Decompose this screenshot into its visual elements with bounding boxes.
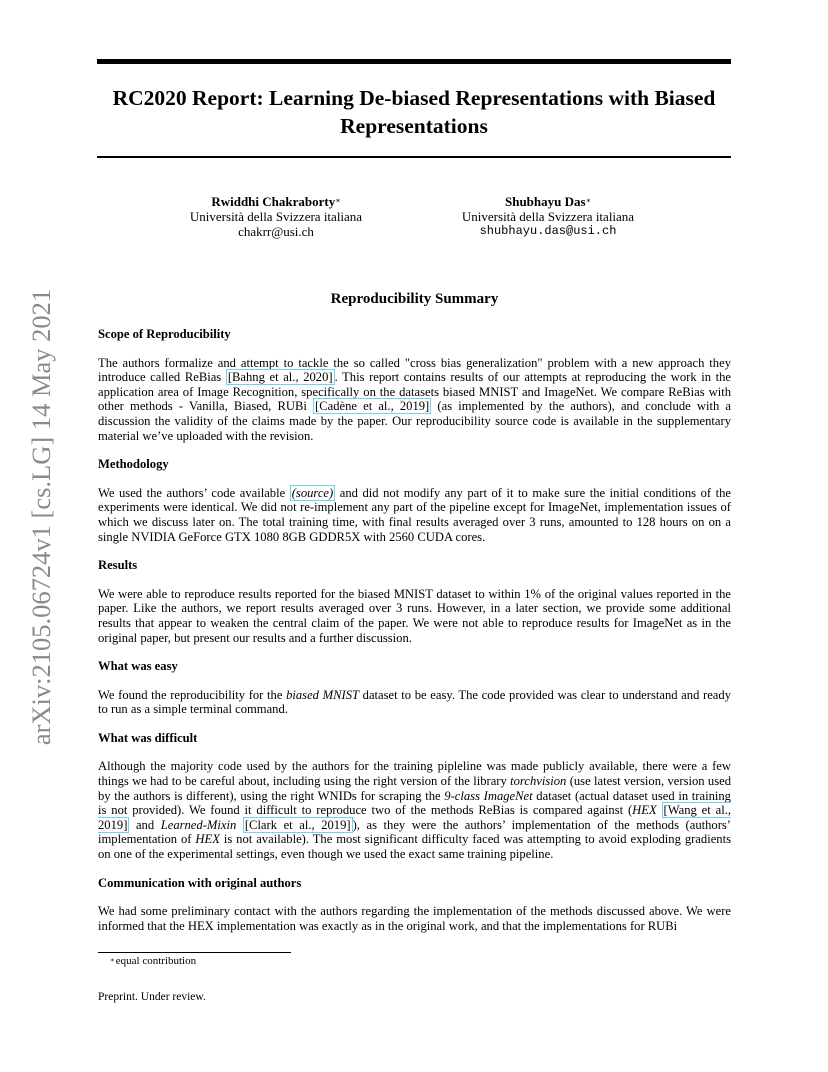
author-affiliation: Università della Svizzera italiana [189,209,363,224]
paragraph-text: We used the authors’ code available [98,485,290,500]
paragraph-text: We were able to reproduce results reported for the biased MNIST dataset to within 1% of the original values reported in the paper. Like the authors, we report results averaged over 3 runs. However, in a later section, we provide some additional results that appear to weaken the central claim of the paper. We were not able to reproduce results for ImageNet as in the original paper, but present our results and a further discussion. [98,586,731,645]
author-affiliation: Università della Svizzera italiana [461,209,635,224]
paragraph-text: is not available). The most significant difficulty faced was attempting to avoid exploding gradients on one of the experimental settings, even though we used the exact same training pipeline. [98,832,731,862]
paragraph-text: and did not modify any part of it to make sure the initial conditions of the experiments were identical. We did not re-implement any part of the pipeline except for ImageNet, implementation issues of which we discuss later on. The total training time, with final results averaged over 3 runs, amounted to 128 hours on on a single NVIDIA GeForce GTX 1080 8GB GDDR5X with 2560 CUDA cores. [98,485,731,544]
emphasis-text: Learned-Mixin [160,817,237,832]
emphasis-text: HEX [632,803,657,818]
summary-title: Reproducibility Summary [330,291,499,307]
footnote-rule [98,952,291,953]
paragraph-text: (as implemented by the authors), and conclude with a discussion the validity of the claims made by the paper. Our reproducibility source code is available in the supplementary material we’ve uploaded with the revision. [98,399,731,443]
section-heading: Communication with original authors [98,875,302,890]
author-block-1 [146,194,406,239]
preprint-notice: Preprint. Under review. [98,991,206,1003]
paragraph-text: dataset (actual dataset used in training is not provided). We found it difficult to reproduce two of the methods ReBias is compared against ( [98,788,731,818]
paragraph-text [657,803,662,817]
emphasis-text: 9-class ImageNet [444,788,533,803]
paper-title: RC2020 Report: Learning De-biased Representations with Biased Representations [112,86,716,138]
emphasis-text: HEX [195,832,220,847]
paragraph-text: We found the reproducibility for the [98,687,287,702]
arxiv-stamp: arXiv:2105.06724v1 [cs.LG] 14 May 2021 [26,288,56,746]
author-name: Shubhayu Das [504,194,586,209]
section-paragraph [98,688,731,717]
author-email: chakrr@usi.ch [238,224,314,239]
section-heading: Scope of Reproducibility [98,327,231,341]
section-paragraph [98,904,731,933]
author-block-2 [418,194,678,239]
section-heading: What was easy [98,659,178,674]
title-rule-bottom [97,156,731,158]
section-paragraph [98,486,731,544]
paragraph-text: We had some preliminary contact with the authors regarding the implementation of the methods discussed above. We were informed that the HEX implementation was exactly as in the original work, and that the implementations for RUBi [98,904,731,933]
paragraph-text [236,818,243,832]
title-rule-top [97,59,731,64]
section-heading: Methodology [98,457,169,472]
paragraph-text: (use latest version, version used by the authors is different), using the right WNIDs for scraping the [98,774,732,803]
section-paragraph [98,587,731,645]
reproducibility-summary [98,290,731,947]
paragraph-text: The authors formalize and attempt to tackle the so called "cross bias generalization" problem with a new approach they introduce called ReBias [98,355,731,385]
author-mark: ∗ [335,196,341,205]
section-paragraph [98,356,731,444]
section-heading: Results [98,558,138,573]
paragraph-text: . This report contains results of our attempts at reproducing the work in the application area of Image Recognition, specifically on the datasets biased MNIST and ImageNet. We compare ReBias with other methods - Vanilla, Biased, RUBi [98,370,732,414]
citation-link[interactable]: [Wang et al., 2019] [98,803,731,832]
author-email: shubhayu.das@usi.ch [479,224,617,238]
paragraph-text: dataset to be easy. The code provided was clear to understand and ready to run as a simple terminal command. [98,687,731,717]
emphasis-text: torchvision [510,774,567,789]
summary-sections [98,327,731,933]
citation-link[interactable]: (source) [291,485,334,500]
citation-link[interactable]: [Cadène et al., 2019] [315,399,430,414]
author-name: Rwiddhi Chakraborty [211,194,336,209]
section-heading: What was difficult [98,730,198,745]
paragraph-text: Although the majority code used by the authors for the training pipleline was made publicly available, there were a few things we had to be careful about, including using the right version of the library [98,759,731,789]
citation-link[interactable]: [Clark et al., 2019] [244,817,351,832]
footnote-text: equal contribution [115,955,197,967]
footnote-mark: ∗ [110,956,115,964]
emphasis-text: biased MNIST [286,687,359,702]
paragraph-text: ), as they were the authors’ implementation of the methods (authors’ implementation of [98,817,732,847]
footnote [110,955,196,968]
section-paragraph [98,759,731,861]
citation-link[interactable]: [Bahng et al., 2020] [227,370,333,385]
paragraph-text: and [129,817,161,832]
author-mark: ∗ [585,196,591,205]
